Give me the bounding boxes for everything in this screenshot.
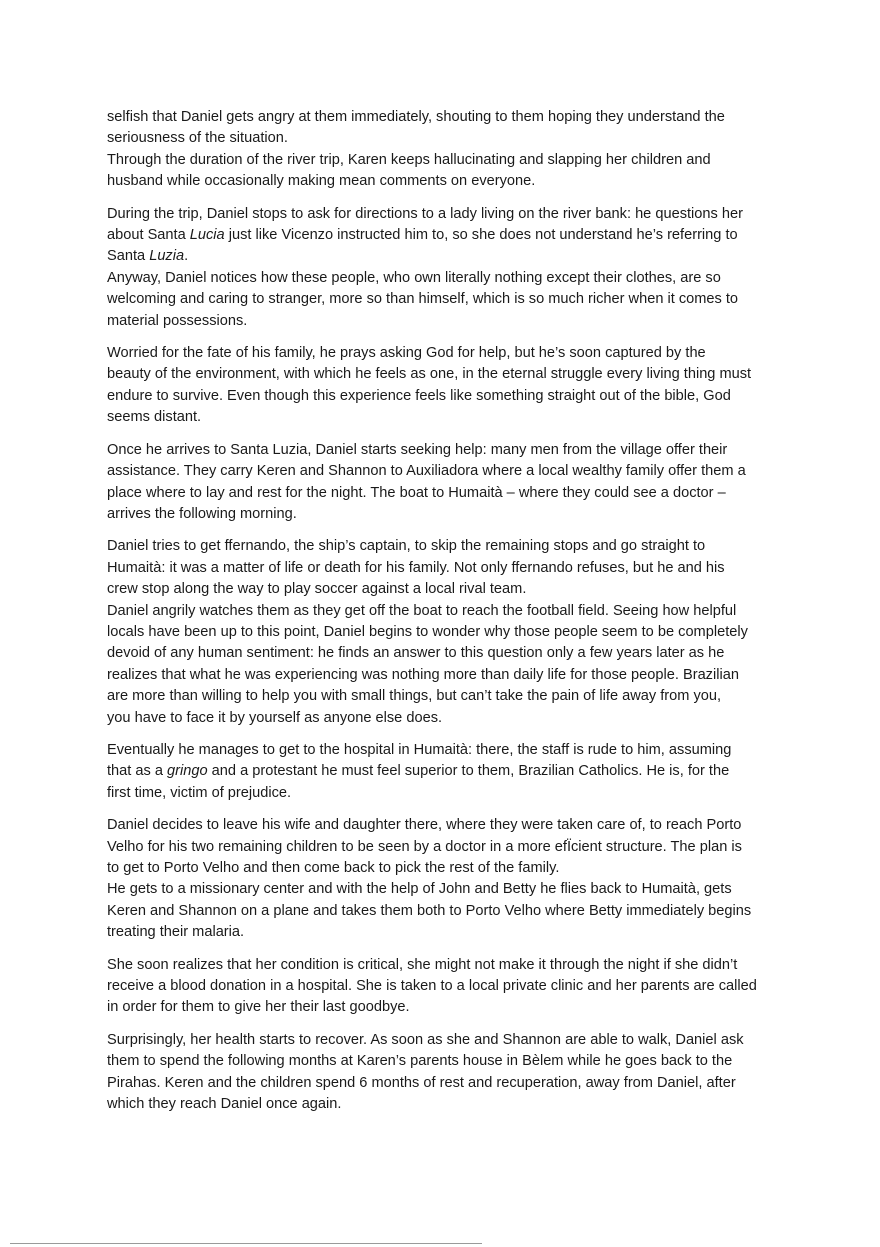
text-line: [107, 289, 775, 310]
italic-text: Lucia: [189, 227, 225, 244]
text-line: [107, 171, 775, 192]
text-run: seems distant.: [107, 409, 202, 426]
text-run: receive a blood donation in a hospital. She is taken to a local private clinic and her parents are called: [107, 978, 757, 995]
text-line: [107, 407, 775, 428]
text-run: Velho for his two remaining children to be seen by a doctor in a more efÏcient structure. The plan is: [107, 838, 742, 855]
text-run: treating their malaria.: [107, 924, 245, 941]
text-run: husband while occasionally making mean comments on everyone.: [107, 173, 536, 190]
text-line: [107, 665, 775, 686]
text-line: [107, 128, 775, 149]
text-run: to get to Porto Velho and then come back to pick the rest of the family.: [107, 860, 560, 876]
text-line: [107, 761, 775, 782]
text-line: [107, 643, 775, 664]
text-line: [107, 1094, 775, 1115]
text-run: devoid of any human sentiment: he finds an answer to this question only a few years later as he: [107, 645, 725, 662]
text-run: them to spend the following months at Karen’s parents house in Bèlem while he goes back to the: [107, 1053, 733, 1070]
text-line: [107, 311, 775, 332]
text-run: just like Vicenzo instructed him to, so she does not understand he’s referring to: [224, 227, 738, 244]
text-run: first time, victim of prejudice.: [107, 784, 292, 801]
text-line: [107, 268, 775, 289]
text-run: in order for them to give her their last goodbye.: [107, 999, 410, 1016]
text-line: [107, 440, 775, 461]
text-line: [107, 1030, 775, 1051]
text-run: He gets to a missionary center and with the help of John and Betty he flies back to Humaità, gets: [107, 881, 732, 898]
paragraph: [107, 107, 775, 150]
text-run: are more than willing to help you with small things, but can’t take the pain of life away from you,: [107, 688, 722, 705]
text-run: During the trip, Daniel stops to ask for directions to a lady living on the river bank: he questions her: [107, 205, 743, 222]
text-line: [107, 343, 775, 364]
text-line: [107, 579, 775, 600]
text-line: [107, 386, 775, 407]
paragraph: [107, 150, 775, 193]
text-run: Anyway, Daniel notices how these people, who own literally nothing except their clothes, are so: [107, 269, 721, 286]
paragraph: [107, 204, 775, 268]
italic-text: Luzia: [149, 248, 185, 265]
text-run: Worried for the fate of his family, he prays asking God for help, but he’s soon captured by the: [107, 345, 706, 362]
paragraph: [107, 879, 775, 943]
text-line: [107, 461, 775, 482]
text-run: Daniel angrily watches them as they get off the boat to reach the football field. Seeing how helpful: [107, 602, 737, 619]
text-line: [107, 483, 775, 504]
text-run: material possessions.: [107, 312, 248, 329]
text-line: [107, 536, 775, 557]
text-run: crew stop along the way to play soccer against a local rival team.: [107, 581, 527, 598]
footer-rule: [10, 1243, 482, 1244]
text-line: [107, 1051, 775, 1072]
paragraph: [107, 268, 775, 332]
text-run: Daniel decides to leave his wife and daughter there, where they were taken care of, to reach Porto: [107, 817, 742, 834]
text-line: [107, 204, 775, 225]
text-run: She soon realizes that her condition is critical, she might not make it through the night if she didn’t: [107, 956, 738, 973]
text-run: and a protestant he must feel superior to them, Brazilian Catholics. He is, for the: [207, 763, 730, 780]
text-line: [107, 1073, 775, 1094]
text-line: [107, 708, 775, 729]
text-run: you have to face it by yourself as anyone else does.: [107, 709, 443, 726]
text-run: Daniel tries to get ffernando, the ship’s captain, to skip the remaining stops and go straight to: [107, 538, 706, 555]
text-line: [107, 225, 775, 246]
text-run: endure to survive. Even though this experience feels like something straight out of the bible, God: [107, 387, 731, 404]
paragraph: [107, 343, 775, 429]
text-run: locals have been up to this point, Daniel begins to wonder why those people seem to be completely: [107, 623, 748, 640]
text-line: [107, 976, 775, 997]
text-line: [107, 922, 775, 943]
text-run: selfish that Daniel gets angry at them immediately, shouting to them hoping they understand the: [107, 109, 725, 125]
text-line: [107, 740, 775, 761]
text-line: [107, 150, 775, 171]
text-line: [107, 686, 775, 707]
text-line: [107, 364, 775, 385]
text-run: arrives the following morning.: [107, 505, 297, 522]
text-run: about Santa: [107, 227, 190, 244]
paragraph: [107, 536, 775, 600]
text-line: [107, 815, 775, 836]
text-run: .: [184, 248, 189, 265]
text-run: Santa: [107, 248, 150, 265]
text-run: Eventually he manages to get to the hospital in Humaità: there, the staff is rude to him, assuming: [107, 741, 732, 758]
text-line: [107, 622, 775, 643]
paragraph: [107, 1030, 775, 1116]
paragraph: [107, 601, 775, 729]
text-line: [107, 837, 775, 858]
text-line: [107, 246, 775, 267]
text-run: seriousness of the situation.: [107, 130, 288, 147]
text-run: Pirahas. Keren and the children spend 6 months of rest and recuperation, away from Daniel, after: [107, 1074, 736, 1091]
text-run: Through the duration of the river trip, Karen keeps hallucinating and slapping her children and: [107, 151, 711, 168]
text-run: place where to lay and rest for the night. The boat to Humaità – where they could see a doctor –: [107, 484, 726, 501]
paragraph: [107, 740, 775, 804]
text-run: Surprisingly, her health starts to recover. As soon as she and Shannon are able to walk, Daniel ask: [107, 1031, 744, 1048]
text-run: assistance. They carry Keren and Shannon to Auxiliadora where a local wealthy family offer them a: [107, 463, 746, 480]
paragraph: [107, 955, 775, 1019]
text-run: beauty of the environment, with which he feels as one, in the eternal struggle every living thing must: [107, 366, 752, 383]
text-line: [107, 879, 775, 900]
text-run: Once he arrives to Santa Luzia, Daniel starts seeking help: many men from the village offer their: [107, 441, 728, 458]
text-run: welcoming and caring to stranger, more so than himself, which is so much richer when it comes to: [107, 291, 739, 308]
text-line: [107, 997, 775, 1018]
text-run: Keren and Shannon on a plane and takes them both to Porto Velho where Betty immediately begins: [107, 902, 752, 919]
italic-text: gringo: [167, 763, 208, 780]
text-line: [107, 901, 775, 922]
text-line: [107, 783, 775, 804]
paragraph: [107, 815, 775, 879]
paragraph: [107, 440, 775, 526]
text-run: Humaità: it was a matter of life or death for his family. Not only ffernando refuses, but he and his: [107, 559, 725, 576]
text-line: [107, 504, 775, 525]
text-line: [107, 601, 775, 622]
text-run: realizes that what he was experiencing was nothing more than daily life for those people. Brazilian: [107, 666, 739, 683]
text-run: which they reach Daniel once again.: [107, 1096, 342, 1113]
text-run: that as a: [107, 763, 168, 780]
text-line: [107, 955, 775, 976]
text-line: [107, 858, 775, 879]
text-line: [107, 107, 775, 128]
document-page: [107, 107, 775, 1126]
text-line: [107, 558, 775, 579]
